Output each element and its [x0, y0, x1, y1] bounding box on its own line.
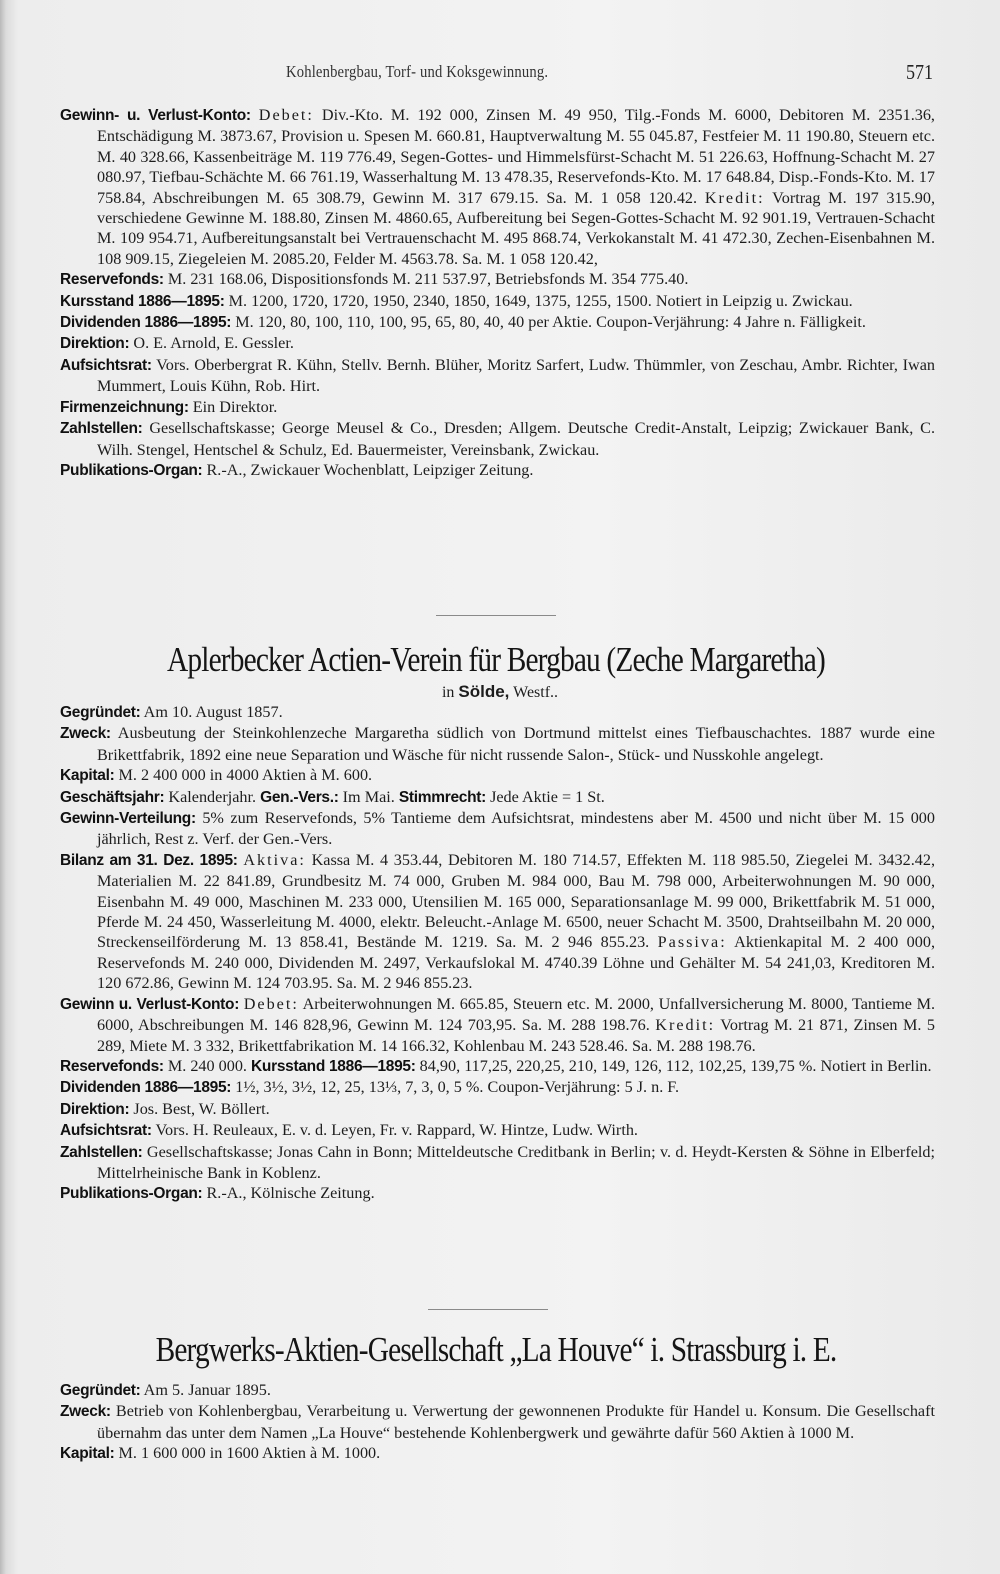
entry-paragraph-direktion [60, 1099, 935, 1120]
field-text: Vors. H. Reuleaux, E. v. d. Leyen, Fr. v. Rappard, W. Hintze, Ludw. Wirth. [151, 1121, 638, 1140]
field-label: Direktion: [60, 1100, 130, 1118]
entry-paragraph-kapital [60, 765, 935, 786]
field-label: Aufsichtsrat: [60, 356, 152, 374]
entry-paragraph-firmenzeichnung [60, 397, 935, 418]
field-text: Gesellschaftskasse; Jonas Cahn in Bonn; Mitteldeutsche Creditbank in Berlin; v. d. Heydt-Kersten & Söhne in Elberfeld; Mittelrheinische Bank in Koblenz. [97, 1142, 935, 1182]
section-separator [436, 615, 556, 616]
keyword-debet: Debet: [258, 106, 314, 124]
field-text: Aktienkapital M. 2 400 000, Reservefonds M. 240 000, Dividenden M. 2497, Verkaufslokal M. 4740.39 Löhne und Gehälter M. 54 241,03, Kreditoren M. 120 672.86, Gewinn M. 124 703.95. Sa. M. 2 946 855.23. [97, 933, 935, 993]
field-text: 5% zum Reservefonds, 5% Tantieme dem Aufsichtsrat, mindestens aber M. 4500 und nicht über M. 15 000 jährlich, Rest z. Verf. der Gen.-Vers. [97, 809, 935, 849]
la-houve-entry [60, 1380, 935, 1465]
field-text: M. 1200, 1720, 1720, 1950, 2340, 1850, 1649, 1375, 1255, 1500. Notiert in Leipzig u. Zwickau. [224, 291, 853, 310]
field-label: Zahlstellen: [60, 420, 143, 438]
field-text: M. 2 400 000 in 4000 Aktien à M. 600. [114, 766, 373, 785]
field-label: Kursstand 1886—1895: [60, 292, 225, 310]
field-text: Vortrag M. 21 871, Zinsen M. 5 289, Miete M. 3 332, Brikettfabrikation M. 14 166.32, Kohlenbau M. 243 528.46. Sa. M. 288 198.76. [97, 1016, 936, 1055]
field-text: Div.-Kto. M. 192 000, Zinsen M. 49 950, Tilg.-Fonds M. 6000, Debitoren M. 2351.36, Entschädigung M. 3873.67, Provision u. Spesen M. 660.81, Hauptverwaltung M. 55 045.87, Festfeier M. 11 190.80, Steuern etc. M. 40 328.66, Kassenbeiträge M. 119 776.49, Segen-Gottes- und Himmelsfürst-Schacht M. 51 226.63, Hoffnung-Schacht M. 27 080.97, Tiefbau-Schächte M. 66 761.19, Wasserhaltung M. 13 478.35, Reservefonds-Kto. M. 17 648.84, Disp.-Fonds-Kto. M. 17 758.84, Abschreibungen M. 65 308.79, Gewinn M. 317 679.15. Sa. M. 1 058 120.42. [97, 106, 935, 207]
entry-paragraph-gegruendet [60, 1380, 935, 1401]
entry-paragraph-zahlstellen [60, 418, 935, 460]
field-text: Ausbeutung der Steinkohlenzeche Margaretha südlich von Dortmund mittelst eines Tiefbauschachtes. 1887 wurde eine Brikettfabrik, 1892 eine neue Separation und Wäsche für nicht russende Salon-, Stück- und Nusskohle angelegt. [97, 724, 935, 764]
continued-entry [60, 105, 935, 481]
entry-paragraph-publikations-organ [60, 1183, 935, 1204]
section-separator [428, 1309, 548, 1310]
field-text: 1½, 3½, 3½, 12, 25, 13⅓, 7, 3, 0, 5 %. Coupon-Verjährung: 5 J. n. F. [231, 1078, 680, 1097]
field-label: Firmenzeichnung: [60, 398, 189, 416]
field-label: Geschäftsjahr: [60, 788, 165, 806]
field-label: Dividenden 1886—1895: [60, 1079, 232, 1097]
field-text: Ein Direktor. [188, 397, 278, 416]
entry-paragraph-gewinn-verlust [60, 994, 935, 1056]
field-text: Arbeiterwohnungen M. 665.85, Steuern etc. M. 2000, Unfallversicherung M. 8000, Tantieme M. 6000, Abschreibungen M. 146 828,96, Gewinn M. 124 703,95. Sa. M. 288 198.76. [97, 994, 936, 1035]
field-label: Zweck: [60, 725, 111, 743]
entry-paragraph-dividenden [60, 1077, 935, 1098]
field-label: Zweck: [60, 1403, 111, 1421]
keyword-debet: Debet: [243, 994, 299, 1013]
entry-paragraph-zweck [60, 1401, 935, 1443]
field-label: Publikations-Organ: [60, 1185, 203, 1203]
entry-paragraph-gegruendet [60, 702, 935, 723]
field-label: Dividenden 1886—1895: [60, 314, 232, 332]
keyword-kredit: Kredit: [704, 188, 765, 207]
field-text: Jos. Best, W. Böllert. [129, 1099, 270, 1118]
field-text: Vortrag M. 197 315.90, verschiedene Gewinne M. 188.80, Zinsen M. 4860.65, Aufbereitung bei Segen-Gottes-Schacht M. 92 901.19, Vertrauen-Schacht M. 109 954.71, Aufbereitungsanstalt bei Vertrauenschacht M. 495 868.74, Verkokanstalt M. 41 472.30, Zechen-Eisenbahnen M. 108 909.15, Ziegeleien M. 2085.20, Felder M. 4563.78. Sa. M. 1 058 120.42, [97, 188, 935, 268]
field-text: Betrieb von Kohlenbergbau, Verarbeitung u. Verwertung der gewonnenen Produkte für Handel u. Konsum. Die Gesellschaft übernahm das unter dem Namen „La Houve“ bestehende Kohlenbergwerk und gewährte dafür 560 Aktien à 1000 M. [97, 1402, 935, 1442]
entry-paragraph-reservefonds [60, 1056, 935, 1077]
field-label: Reservefonds: [60, 1057, 164, 1075]
field-text: M. 120, 80, 100, 110, 100, 95, 65, 80, 40, 40 per Aktie. Coupon-Verjährung: 4 Jahre n. Fälligkeit. [231, 313, 866, 332]
entry-paragraph-zweck [60, 723, 935, 765]
field-label: Gegründet: [60, 704, 141, 721]
entry-paragraph-gewinn-verteilung [60, 808, 935, 850]
field-text: M. 1 600 000 in 1600 Aktien à M. 1000. [114, 1444, 381, 1463]
field-label: Aufsichtsrat: [60, 1122, 152, 1140]
field-text: Vors. Oberbergrat R. Kühn, Stellv. Bernh. Blüher, Moritz Sarfert, Ludw. Thümmler, von Zeschau, Ambr. Richter, Iwan Mummert, Louis Kühn, Rob. Hirt. [97, 355, 935, 396]
field-text: Im Mai. [338, 787, 399, 806]
field-label: Reservefonds: [60, 271, 164, 289]
entry-paragraph-direktion [60, 333, 935, 354]
field-text: R.-A., Zwickauer Wochenblatt, Leipziger Zeitung. [202, 460, 534, 479]
entry-paragraph-zahlstellen [60, 1142, 935, 1184]
field-label: Gewinn u. Verlust-Konto: [60, 995, 240, 1013]
field-text: O. E. Arnold, E. Gessler. [129, 334, 294, 353]
entry-paragraph-publikations-organ [60, 460, 935, 481]
field-text: Jede Aktie = 1 St. [486, 787, 605, 806]
field-label: Gegründet: [60, 1382, 141, 1399]
field-text: Am 10. August 1857. [140, 703, 283, 721]
field-text: R.-A., Kölnische Zeitung. [202, 1184, 375, 1203]
field-label: Stimmrecht: [398, 788, 487, 806]
field-label: Kapital: [60, 1445, 115, 1463]
entry-paragraph-gewinn-verlust [60, 105, 935, 269]
field-text: Am 5. Januar 1895. [140, 1381, 271, 1399]
field-label: Publikations-Organ: [60, 461, 203, 479]
entry-paragraph-dividenden [60, 312, 935, 333]
entry-paragraph-reservefonds [60, 269, 935, 290]
field-label: Gewinn-Verteilung: [60, 810, 196, 828]
company-location: in Sölde, Westf.. [441, 682, 559, 701]
field-label: Bilanz am 31. Dez. 1895: [60, 851, 238, 869]
keyword-aktiva: Aktiva: [243, 850, 306, 869]
company-heading-la-houve: Bergwerks-Aktien-Gesellschaft „La Houve“ i. Strassburg i. E. [155, 1330, 837, 1369]
entry-paragraph-kursstand [60, 291, 935, 312]
entry-paragraph-geschaeftsjahr [60, 787, 935, 808]
field-label: Kursstand 1886—1895: [251, 1057, 416, 1075]
field-text: Kalenderjahr. [164, 787, 261, 806]
page-number: 571 [906, 60, 934, 84]
aplerbecker-entry [60, 702, 935, 1205]
keyword-passiva: Passiva: [657, 933, 727, 952]
running-head [0, 62, 1000, 86]
location-place: Sölde, [458, 682, 510, 701]
field-label: Direktion: [60, 335, 130, 353]
field-text: M. 240 000. [163, 1056, 252, 1075]
field-text: M. 231 168.06, Dispositionsfonds M. 211 537.97, Betriebsfonds M. 354 775.40. [163, 270, 689, 289]
company-heading-aplerbecker: Aplerbecker Actien-Verein für Bergbau (Zeche Margaretha) [167, 640, 825, 679]
field-text: Kassa M. 4 353.44, Debitoren M. 180 714.57, Effekten M. 118 985.50, Ziegelei M. 3432.42, Materialien M. 22 841.89, Grundbesitz M. 74 000, Gruben M. 984 000, Bau M. 798 000, Arbeiterwohnungen M. 90 000, Eisenbahn M. 49 000, Maschinen M. 233 000, Utensilien M. 165 000, Separationsanlage M. 99 000, Brikettfabrik M. 51 000, Pferde M. 24 450, Wasserleitung M. 4000, elektr. Beleucht.-Anlage M. 6500, neuer Schacht M. 3500, Drahtseilbahn M. 20 000, Streckenseilförderung M. 13 858.41, Bestände M. 1219. Sa. M. 2 946 855.23. [97, 850, 935, 952]
field-text: 84,90, 117,25, 220,25, 210, 149, 126, 112, 102,25, 139,75 %. Notiert in Berlin. [415, 1056, 932, 1075]
running-head-title: Kohlenbergbau, Torf- und Koksgewinnung. [286, 62, 549, 81]
field-label: Gewinn- u. Verlust-Konto: [60, 107, 251, 124]
entry-paragraph-aufsichtsrat [60, 355, 935, 397]
entry-paragraph-aufsichtsrat [60, 1120, 935, 1141]
entry-paragraph-bilanz [60, 850, 935, 994]
field-label: Kapital: [60, 767, 115, 785]
field-label: Zahlstellen: [60, 1143, 143, 1161]
entry-paragraph-kapital [60, 1443, 935, 1464]
keyword-kredit: Kredit: [655, 1016, 716, 1035]
field-text: Gesellschaftskasse; George Meusel & Co., Dresden; Allgem. Deutsche Credit-Anstalt, Leipzig; Zwickauer Bank, C. Wilh. Stengel, Hentschel & Schulz, Ed. Bauermeister, Vereinsbank, Zwickau. [97, 419, 935, 459]
field-label: Gen.-Vers.: [260, 788, 339, 806]
